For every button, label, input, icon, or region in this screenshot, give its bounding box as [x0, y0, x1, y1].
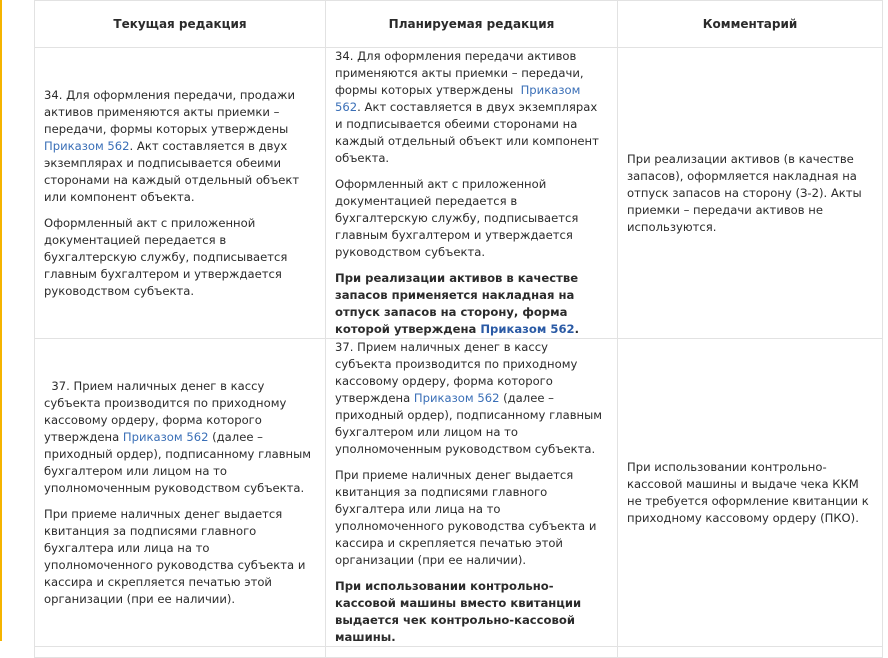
- text-run: .: [574, 322, 579, 336]
- text-run: . Акт составляется в двух экземплярах и подписывается обеими сторонами на каждый отдельный объект или компонент объекта.: [44, 138, 300, 204]
- paragraph: Оформленный акт с приложенной документацией передается в бухгалтерскую службу, подписывается главным бухгалтером и утверждается руководством субъекта.: [44, 215, 288, 298]
- paragraph-bold: [335, 270, 607, 338]
- text-run: При реализации активов в качестве запасов применяется накладная на отпуск запасов на сторону, форма которой утверждена: [335, 271, 579, 336]
- text-run: 34. Для оформления передачи, продажи активов применяются акты приемки – передачи, формы которых утверждены: [44, 87, 295, 136]
- comparison-table: [34, 0, 883, 658]
- paragraph: Оформленный акт с приложенной документацией передается в бухгалтерскую службу, подписывается главным бухгалтером и утверждается руководством субъекта.: [335, 177, 579, 259]
- text-run: 34. Для оформления передачи активов применяются акты приемки – передачи, формы которых утверждены: [335, 49, 588, 97]
- paragraph: При использовании контрольно-кассовой машины и выдаче чека ККМ не требуется оформление квитанции к приходному кассовому ордеру (ПКО).: [627, 459, 869, 525]
- cell-comment: [618, 48, 883, 339]
- paragraph: [335, 339, 607, 458]
- cell-planned: [326, 647, 618, 658]
- text-run: При использовании контрольно-кассовой машины вместо квитанции выдается чек контрольно-кассовой машины.: [335, 579, 582, 644]
- header-comment: Комментарий: [618, 1, 883, 48]
- text-run: 37. Прием наличных денег в кассу субъекта производится по приходному кассовому ордеру, форма которого утверждена: [335, 340, 578, 405]
- paragraph: [44, 87, 315, 206]
- cell-planned: [326, 339, 618, 647]
- order-562-link[interactable]: Приказом 562: [122, 429, 209, 444]
- paragraph-bold: [335, 578, 607, 646]
- cell-current: [35, 647, 326, 658]
- header-planned: Планируемая редакция: [326, 1, 618, 48]
- paragraph: При приеме наличных денег выдается квитанция за подписями главного бухгалтера или лица на то уполномоченного руководства субъекта и кассира и скрепляется печатью этой организации (при ее наличии).: [44, 506, 306, 606]
- paragraph: При приеме наличных денег выдается квитанция за подписями главного бухгалтера или лица на то уполномоченного руководства субъекта и кассира и скрепляется печатью этой организации (при ее наличии).: [335, 468, 597, 567]
- table-row: [35, 48, 883, 339]
- order-562-link[interactable]: Приказом 562: [44, 138, 130, 153]
- text-run: . Акт составляется в двух экземплярах и подписывается обеими сторонами на каждый отдельный объект или компонент объекта.: [335, 100, 599, 165]
- text-run: 37. Прием наличных денег в кассу субъекта производится по приходному кассовому ордеру, форма которого утверждена: [44, 378, 291, 444]
- cell-comment: [618, 339, 883, 647]
- order-562-link[interactable]: Приказом 562: [335, 83, 581, 114]
- cell-current: [35, 339, 326, 647]
- table-row: [35, 339, 883, 647]
- cell-comment: [618, 647, 883, 658]
- table-row: [35, 647, 883, 658]
- cell-planned: [326, 48, 618, 339]
- paragraph: [335, 48, 607, 167]
- paragraph: При реализации активов (в качестве запасов), оформляется накладная на отпуск запасов на сторону (З-2). Акты приемки – передачи активов не используются.: [627, 151, 862, 234]
- header-row: [35, 1, 883, 48]
- order-562-link[interactable]: Приказом 562: [413, 391, 500, 405]
- left-accent-bar: [0, 0, 2, 641]
- cell-current: [35, 48, 326, 339]
- paragraph: [44, 378, 315, 497]
- text-run: (далее – приходный ордер), подписанному главным бухгалтером или лицом на то уполномоченным руководством субъекта.: [44, 429, 312, 495]
- order-562-link[interactable]: Приказом 562: [480, 322, 575, 336]
- text-run: (далее – приходный ордер), подписанному главным бухгалтером или лицом на то уполномоченным руководством субъекта.: [335, 391, 603, 456]
- header-current: Текущая редакция: [35, 1, 326, 48]
